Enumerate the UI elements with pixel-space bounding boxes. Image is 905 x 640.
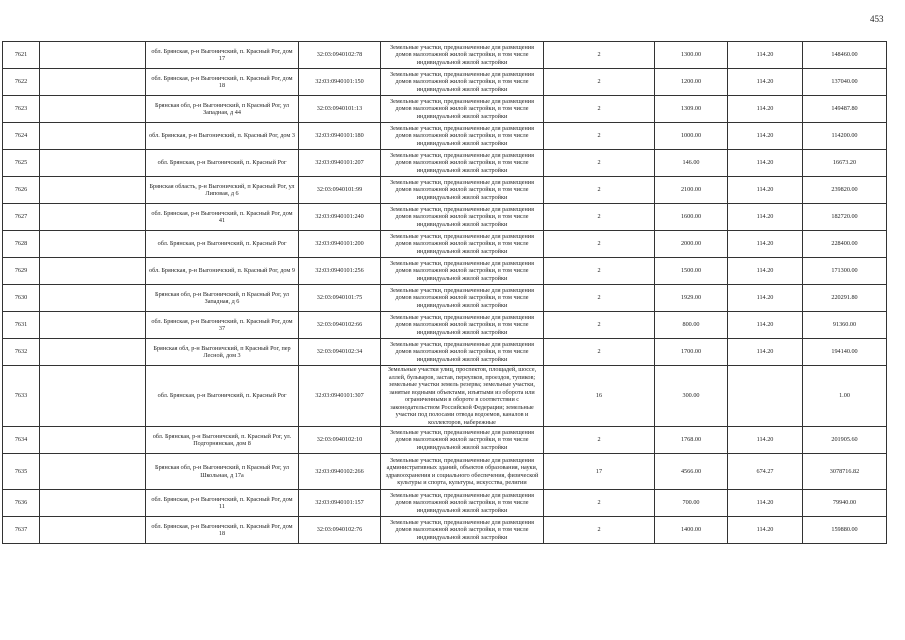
land-use-cell: Земельные участки, предназначенные для размещения домов малоэтажной жилой застройки, в том числе индивидуальной жилой застройки	[381, 123, 544, 150]
land-use-cell: Земельные участки, предназначенные для размещения домов малоэтажной жилой застройки, в том числе индивидуальной жилой застройки	[381, 204, 544, 231]
use-code-cell: 2	[544, 312, 655, 339]
cadastral-value-cell: 239820.00	[803, 177, 887, 204]
specific-value-cell: 114.20	[728, 42, 803, 69]
use-code-cell: 2	[544, 285, 655, 312]
cadastral-value-cell: 1.00	[803, 366, 887, 427]
specific-value-cell: 114.20	[728, 204, 803, 231]
area-cell: 700.00	[655, 490, 728, 517]
table-row	[3, 177, 887, 204]
table-row	[3, 69, 887, 96]
area-cell: 1768.00	[655, 427, 728, 454]
empty-cell	[40, 42, 146, 69]
area-cell: 1000.00	[655, 123, 728, 150]
address-cell: Брянская область, р-н Выгоничский, п Красный Рог, ул Липовая, д 6	[146, 177, 299, 204]
empty-cell	[40, 285, 146, 312]
table-row	[3, 366, 887, 427]
record-number: 7627	[3, 204, 40, 231]
record-number: 7635	[3, 454, 40, 490]
address-cell: обл. Брянская, р-н Выгоничский, п. Красный Рог, дом 37	[146, 312, 299, 339]
empty-cell	[40, 177, 146, 204]
specific-value-cell: 114.20	[728, 123, 803, 150]
cadastral-number-cell: 32:03:0940101:75	[299, 285, 381, 312]
table-body	[3, 42, 887, 544]
use-code-cell: 2	[544, 339, 655, 366]
cadastral-number-cell: 32:03:0940102:34	[299, 339, 381, 366]
specific-value-cell: 114.20	[728, 150, 803, 177]
use-code-cell: 2	[544, 69, 655, 96]
record-number: 7628	[3, 231, 40, 258]
land-use-cell: Земельные участки, предназначенные для размещения домов малоэтажной жилой застройки, в том числе индивидуальной жилой застройки	[381, 150, 544, 177]
cadastral-value-cell: 201905.60	[803, 427, 887, 454]
specific-value-cell: 114.20	[728, 231, 803, 258]
land-use-cell: Земельные участки, предназначенные для размещения домов малоэтажной жилой застройки, в том числе индивидуальной жилой застройки	[381, 42, 544, 69]
record-number: 7625	[3, 150, 40, 177]
table-row	[3, 285, 887, 312]
land-use-cell: Земельные участки улиц, проспектов, площадей, шоссе, аллей, бульваров, застав, переулков, проездов, тупиков; земельные участки земель резерва; земельные участки, занятые водными объектами, изъятыми из оборота или ограниченными в обороте в соответствии с законодательством Российской Федерации; земельные участки под полосами отвода водоемов, каналов и коллекторов, набережные	[381, 366, 544, 427]
land-use-cell: Земельные участки, предназначенные для размещения домов малоэтажной жилой застройки, в том числе индивидуальной жилой застройки	[381, 427, 544, 454]
specific-value-cell: 114.20	[728, 490, 803, 517]
record-number: 7624	[3, 123, 40, 150]
address-cell: Брянская обл, р-н Выгоничский, п Красный Рог, пер Лесной, дом 3	[146, 339, 299, 366]
address-cell: обл. Брянская, р-н Выгоничский, п. Красный Рог	[146, 231, 299, 258]
area-cell: 2100.00	[655, 177, 728, 204]
record-number: 7631	[3, 312, 40, 339]
cadastral-number-cell: 32:03:0940101:207	[299, 150, 381, 177]
use-code-cell: 2	[544, 427, 655, 454]
record-number: 7621	[3, 42, 40, 69]
table-row	[3, 258, 887, 285]
specific-value-cell: 114.20	[728, 517, 803, 544]
empty-cell	[40, 231, 146, 258]
table-row	[3, 490, 887, 517]
cadastral-value-cell: 228400.00	[803, 231, 887, 258]
table-row	[3, 517, 887, 544]
cadastral-number-cell: 32:03:0940101:240	[299, 204, 381, 231]
specific-value-cell: 114.20	[728, 96, 803, 123]
land-use-cell: Земельные участки, предназначенные для размещения домов малоэтажной жилой застройки, в том числе индивидуальной жилой застройки	[381, 231, 544, 258]
area-cell: 1200.00	[655, 69, 728, 96]
address-cell: обл. Брянская, р-н Выгоничский, п. Красный Рог	[146, 366, 299, 427]
area-cell: 4566.00	[655, 454, 728, 490]
cadastral-value-cell: 220291.80	[803, 285, 887, 312]
land-use-cell: Земельные участки, предназначенные для размещения домов малоэтажной жилой застройки, в том числе индивидуальной жилой застройки	[381, 96, 544, 123]
land-registry-table	[2, 41, 887, 544]
specific-value-cell: 114.20	[728, 339, 803, 366]
record-number: 7629	[3, 258, 40, 285]
table-row	[3, 339, 887, 366]
area-cell: 300.00	[655, 366, 728, 427]
area-cell: 2000.00	[655, 231, 728, 258]
area-cell: 1309.00	[655, 96, 728, 123]
land-use-cell: Земельные участки, предназначенные для размещения домов малоэтажной жилой застройки, в том числе индивидуальной жилой застройки	[381, 285, 544, 312]
land-use-cell: Земельные участки, предназначенные для размещения домов малоэтажной жилой застройки, в том числе индивидуальной жилой застройки	[381, 517, 544, 544]
use-code-cell: 2	[544, 123, 655, 150]
cadastral-value-cell: 137040.00	[803, 69, 887, 96]
address-cell: обл. Брянская, р-н Выгоничский, п. Красный Рог, дом 11	[146, 490, 299, 517]
cadastral-value-cell: 114200.00	[803, 123, 887, 150]
empty-cell	[40, 366, 146, 427]
record-number: 7626	[3, 177, 40, 204]
table-row	[3, 231, 887, 258]
specific-value-cell: 114.20	[728, 69, 803, 96]
use-code-cell: 2	[544, 42, 655, 69]
area-cell: 146.00	[655, 150, 728, 177]
address-cell: обл. Брянская, р-н Выгоничский, п. Красный Рог, дом 3	[146, 123, 299, 150]
record-number: 7634	[3, 427, 40, 454]
address-cell: обл. Брянская, р-н Выгоничский, п. Красный Рог, дом 18	[146, 517, 299, 544]
record-number: 7636	[3, 490, 40, 517]
use-code-cell: 17	[544, 454, 655, 490]
cadastral-number-cell: 32:03:0940101:13	[299, 96, 381, 123]
use-code-cell: 2	[544, 490, 655, 517]
address-cell: обл. Брянская, р-н Выгоничский, п. Красный Рог, ул. Подгорнянская, дом 8	[146, 427, 299, 454]
use-code-cell: 16	[544, 366, 655, 427]
empty-cell	[40, 204, 146, 231]
record-number: 7623	[3, 96, 40, 123]
specific-value-cell: 114.20	[728, 177, 803, 204]
cadastral-value-cell: 79940.00	[803, 490, 887, 517]
empty-cell	[40, 96, 146, 123]
cadastral-value-cell: 171300.00	[803, 258, 887, 285]
specific-value-cell	[728, 366, 803, 427]
empty-cell	[40, 339, 146, 366]
specific-value-cell: 114.20	[728, 285, 803, 312]
empty-cell	[40, 312, 146, 339]
land-use-cell: Земельные участки, предназначенные для размещения домов малоэтажной жилой застройки, в том числе индивидуальной жилой застройки	[381, 177, 544, 204]
address-cell: обл. Брянская, р-н Выгоничский, п. Красный Рог, дом 41	[146, 204, 299, 231]
cadastral-value-cell: 3078716.82	[803, 454, 887, 490]
cadastral-value-cell: 159880.00	[803, 517, 887, 544]
address-cell: Брянская обл, р-н Выгоничский, п Красный Рог, ул Западная, д 44	[146, 96, 299, 123]
area-cell: 800.00	[655, 312, 728, 339]
page-number: 453	[870, 14, 884, 24]
empty-cell	[40, 490, 146, 517]
table-row	[3, 123, 887, 150]
cadastral-number-cell: 32:03:0940101:307	[299, 366, 381, 427]
cadastral-value-cell: 91360.00	[803, 312, 887, 339]
use-code-cell: 2	[544, 150, 655, 177]
table-row	[3, 454, 887, 490]
empty-cell	[40, 454, 146, 490]
table-row	[3, 312, 887, 339]
address-cell: Брянская обл, р-н Выгоничский, п Красный Рог, ул Западная, д 6	[146, 285, 299, 312]
cadastral-number-cell: 32:03:0940101:180	[299, 123, 381, 150]
address-cell: Брянская обл, р-н Выгоничский, п Красный Рог, ул Школьная, д 17а	[146, 454, 299, 490]
record-number: 7633	[3, 366, 40, 427]
empty-cell	[40, 258, 146, 285]
specific-value-cell: 114.20	[728, 427, 803, 454]
record-number: 7622	[3, 69, 40, 96]
empty-cell	[40, 150, 146, 177]
cadastral-value-cell: 194140.00	[803, 339, 887, 366]
specific-value-cell: 674.27	[728, 454, 803, 490]
empty-cell	[40, 123, 146, 150]
table-row	[3, 96, 887, 123]
table-row	[3, 150, 887, 177]
cadastral-number-cell: 32:03:0940102:266	[299, 454, 381, 490]
use-code-cell: 2	[544, 204, 655, 231]
cadastral-number-cell: 32:03:0940101:150	[299, 69, 381, 96]
use-code-cell: 2	[544, 258, 655, 285]
cadastral-value-cell: 148460.00	[803, 42, 887, 69]
cadastral-number-cell: 32:03:0940101:99	[299, 177, 381, 204]
land-use-cell: Земельные участки, предназначенные для размещения административных зданий, объектов образования, науки, здравоохранения и социального обеспечения, физической культуры и спорта, культуры, искусства, религии	[381, 454, 544, 490]
cadastral-value-cell: 16673.20	[803, 150, 887, 177]
cadastral-number-cell: 32:03:0940101:157	[299, 490, 381, 517]
area-cell: 1300.00	[655, 42, 728, 69]
area-cell: 1700.00	[655, 339, 728, 366]
use-code-cell: 2	[544, 517, 655, 544]
use-code-cell: 2	[544, 231, 655, 258]
cadastral-value-cell: 182720.00	[803, 204, 887, 231]
use-code-cell: 2	[544, 177, 655, 204]
empty-cell	[40, 427, 146, 454]
record-number: 7637	[3, 517, 40, 544]
cadastral-value-cell: 149487.80	[803, 96, 887, 123]
empty-cell	[40, 517, 146, 544]
cadastral-number-cell: 32:03:0940102:76	[299, 517, 381, 544]
land-use-cell: Земельные участки, предназначенные для размещения домов малоэтажной жилой застройки, в том числе индивидуальной жилой застройки	[381, 69, 544, 96]
area-cell: 1600.00	[655, 204, 728, 231]
specific-value-cell: 114.20	[728, 312, 803, 339]
address-cell: обл. Брянская, р-н Выгоничский, п. Красный Рог, дом 18	[146, 69, 299, 96]
address-cell: обл. Брянская, р-н Выгоничский, п. Красный Рог, дом 9	[146, 258, 299, 285]
cadastral-number-cell: 32:03:0940102:66	[299, 312, 381, 339]
record-number: 7632	[3, 339, 40, 366]
cadastral-number-cell: 32:03:0940101:200	[299, 231, 381, 258]
cadastral-number-cell: 32:03:0940102:10	[299, 427, 381, 454]
use-code-cell: 2	[544, 96, 655, 123]
table-row	[3, 204, 887, 231]
area-cell: 1400.00	[655, 517, 728, 544]
land-use-cell: Земельные участки, предназначенные для размещения домов малоэтажной жилой застройки, в том числе индивидуальной жилой застройки	[381, 258, 544, 285]
area-cell: 1929.00	[655, 285, 728, 312]
address-cell: обл. Брянская, р-н Выгоничский, п. Красный Рог, дом 17	[146, 42, 299, 69]
address-cell: обл. Брянская, р-н Выгоничский, п. Красный Рог	[146, 150, 299, 177]
table-row	[3, 427, 887, 454]
record-number: 7630	[3, 285, 40, 312]
table-row	[3, 42, 887, 69]
land-use-cell: Земельные участки, предназначенные для размещения домов малоэтажной жилой застройки, в том числе индивидуальной жилой застройки	[381, 490, 544, 517]
specific-value-cell: 114.20	[728, 258, 803, 285]
cadastral-number-cell: 32:03:0940102:78	[299, 42, 381, 69]
empty-cell	[40, 69, 146, 96]
area-cell: 1500.00	[655, 258, 728, 285]
land-use-cell: Земельные участки, предназначенные для размещения домов малоэтажной жилой застройки, в том числе индивидуальной жилой застройки	[381, 312, 544, 339]
land-use-cell: Земельные участки, предназначенные для размещения домов малоэтажной жилой застройки, в том числе индивидуальной жилой застройки	[381, 339, 544, 366]
cadastral-number-cell: 32:03:0940101:256	[299, 258, 381, 285]
